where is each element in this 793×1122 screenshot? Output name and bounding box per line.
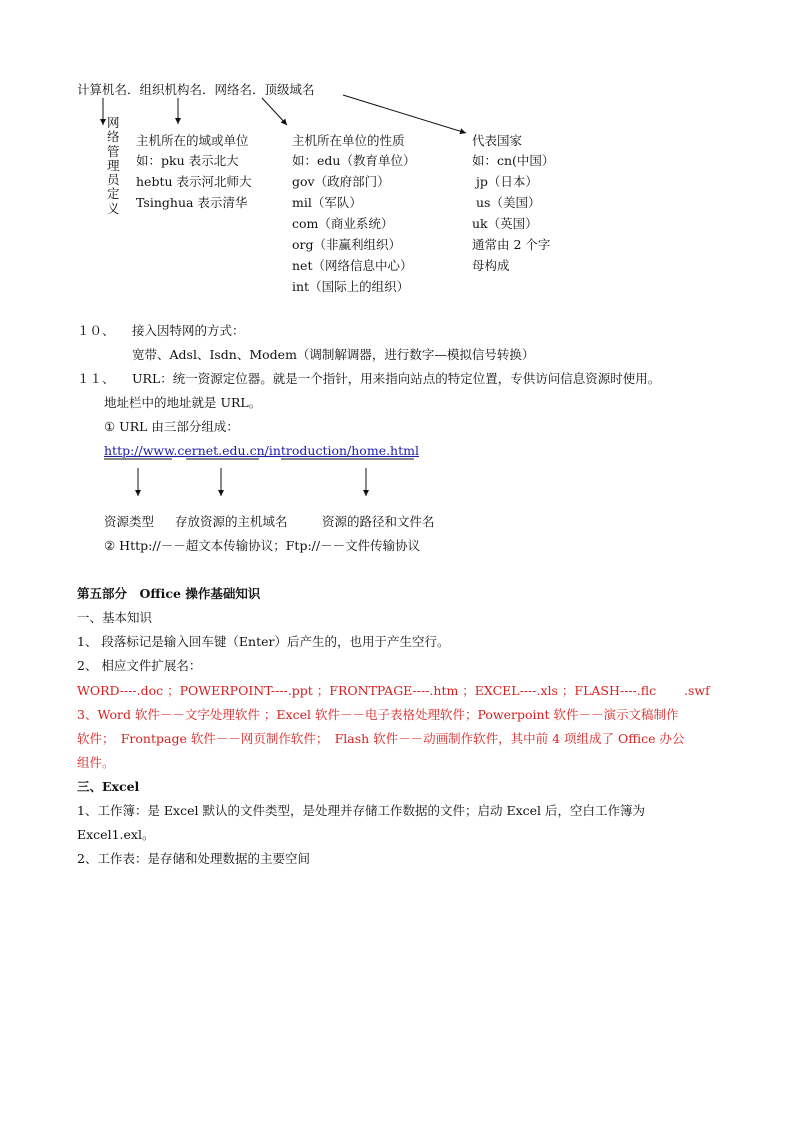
item10-body: 宽带、Adsl、Isdn、Modem（调制解调器，进行数字—模拟信号转换） xyxy=(132,347,535,362)
red-paragraph: 3、Word 软件－－文字处理软件 ；Excel 软件－－电子表格处理软件；Powerpoint 软件－－演示文稿制作 xyxy=(77,707,679,722)
extensions-line: WORD----.doc ；POWERPOINT----.ppt ；FRONTPAGE----.htm ；EXCEL----.xls ；FLASH----.flc xyxy=(77,683,657,698)
col2-line: 如：edu（教育单位） xyxy=(292,153,416,168)
col2-line: net（网络信息中心） xyxy=(292,258,413,273)
item11-line2: 地址栏中的地址就是 URL。 xyxy=(104,395,262,410)
red-paragraph: 软件； Frontpage 软件－－网页制作软件； Flash 软件－－动画制作软件，其中前 4 项组成了 Office 办公 xyxy=(77,731,685,746)
section-basic: 一、基本知识 xyxy=(77,610,153,625)
col2-line: gov（政府部门） xyxy=(292,174,390,189)
paragraph: Excel1.exl。 xyxy=(77,827,155,842)
vertical-label: 网络管理员定义 xyxy=(107,115,120,216)
part5-heading: 第五部分 Office 操作基础知识 xyxy=(77,586,261,601)
col1-line: hebtu 表示河北师大 xyxy=(136,174,252,189)
col2-line: int（国际上的组织） xyxy=(292,279,410,294)
url-part-label: 资源的路径和文件名 xyxy=(322,514,435,529)
url-link[interactable]: http://www.cernet.edu.cn/introduction/home.html xyxy=(104,443,419,458)
red-paragraph: 组件。 xyxy=(77,755,115,770)
url-parts-intro: ① URL 由三部分组成： xyxy=(104,419,239,434)
arrow-network-name xyxy=(262,98,287,125)
col3-line: us（美国） xyxy=(476,195,541,210)
item11-number: １１、 xyxy=(77,371,115,386)
paragraph: 1、 段落标记是输入回车键（Enter）后产生的，也用于产生空行。 xyxy=(77,634,450,649)
paragraph: 2、工作表：是存储和处理数据的主要空间 xyxy=(77,851,310,866)
protocol-line: ② Http://－－超文本传输协议；Ftp://－－文件传输协议 xyxy=(104,538,421,553)
item11-line1: URL：统一资源定位器。就是一个指针，用来指向站点的特定位置，专供访问信息资源时使用。 xyxy=(132,371,661,386)
col2-line: org（非赢利组织） xyxy=(292,237,402,252)
paragraph: 2、 相应文件扩展名： xyxy=(77,658,202,673)
col3-line: 母构成 xyxy=(472,258,510,273)
col2-line: mil（军队） xyxy=(292,195,362,210)
col3-line: 通常由 2 个字 xyxy=(472,237,551,252)
col2-line: com（商业系统） xyxy=(292,216,394,231)
col1-heading: 主机所在的域或单位 xyxy=(136,133,249,148)
section-excel: 三、Excel xyxy=(77,779,140,794)
col2-heading: 主机所在单位的性质 xyxy=(292,133,405,148)
col1-line: 如：pku 表示北大 xyxy=(136,153,239,168)
url-part-label: 资源类型 xyxy=(104,514,155,529)
extensions-swf: .swf xyxy=(684,683,710,698)
col3-line: jp（日本） xyxy=(476,174,538,189)
col3-heading: 代表国家 xyxy=(472,133,523,148)
col3-line: uk（英国） xyxy=(472,216,538,231)
arrow-top-domain xyxy=(343,95,466,133)
url-part-label: 存放资源的主机域名 xyxy=(175,514,288,529)
item10-number: １０、 xyxy=(77,323,115,338)
paragraph: 1、工作簿：是 Excel 默认的文件类型，是处理并存储工作数据的文件；启动 Excel 后，空白工作簿为 xyxy=(77,803,645,818)
domain-structure-line: 计算机名．组织机构名．网络名．顶级域名 xyxy=(77,82,315,97)
col1-line: Tsinghua 表示清华 xyxy=(136,195,248,210)
col3-line: 如：cn(中国） xyxy=(472,153,555,168)
item10-title: 接入因特网的方式： xyxy=(132,323,245,338)
